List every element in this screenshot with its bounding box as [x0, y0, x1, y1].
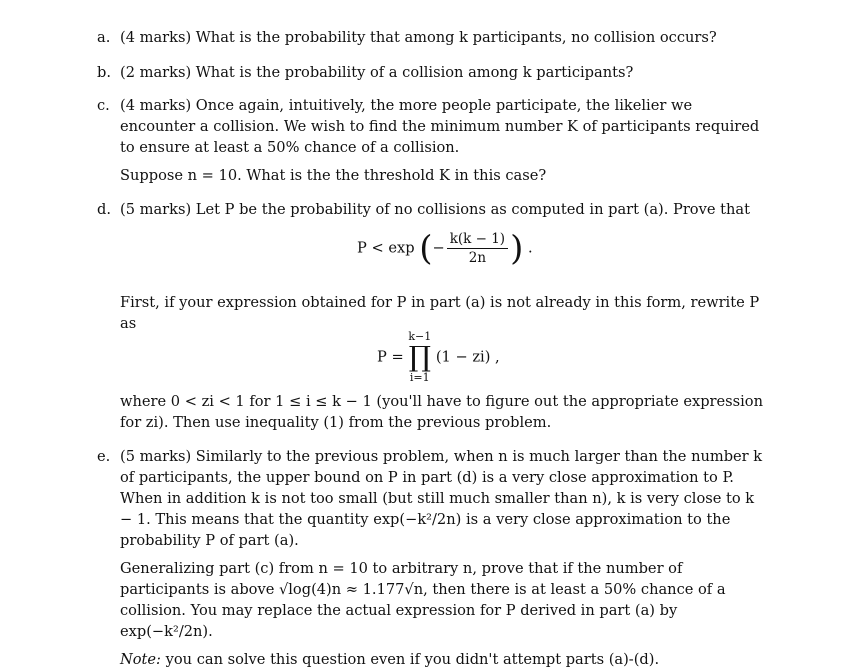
note-label: Note:	[120, 651, 161, 668]
inequality-numerator: k(k − 1)	[447, 230, 508, 249]
label-b: b.	[97, 64, 111, 81]
question-c	[97, 95, 767, 186]
question-d-para-1: (5 marks) Let P be the probability of no collisions as computed in part (a). Prove that	[120, 201, 750, 218]
question-d-para-3: where 0 < zi < 1 for 1 ≤ i ≤ k − 1 (you'll have to figure out the appropriate expression for zi). Then use inequality (1) from the previous problem.	[120, 393, 763, 431]
question-c-para-2: Suppose n = 10. What is the the threshold K in this case?	[120, 167, 547, 184]
question-a	[97, 27, 767, 48]
question-d-para-2: First, if your expression obtained for P in part (a) is not already in this form, rewrite P as	[120, 294, 760, 332]
label-e: e.	[97, 448, 111, 465]
question-e-para-1: (5 marks) Similarly to the previous problem, when n is much larger than the number k of participants, the upper bound on P in part (d) is a very close approximation to P. When in addition k is not too small (but still much smaller than n), k is very close to k − 1. This means that the quantity exp(−k²/2n) is a very close approximation to the probability P of part (a).	[120, 448, 763, 549]
question-c-para-1: (4 marks) Once again, intuitively, the more people participate, the likelier we encounter a collision. We wish to find the minimum number K of participants required to ensure at least a 50% chance of a collision.	[120, 97, 760, 156]
note-text: you can solve this question even if you didn't attempt parts (a)-(d).	[165, 651, 660, 668]
question-e	[97, 446, 767, 670]
label-a: a.	[97, 29, 111, 46]
label-c: c.	[97, 97, 110, 114]
product-body: (1 − zi) ,	[435, 348, 500, 366]
inequality-lhs: P < exp	[357, 239, 415, 257]
question-d	[97, 199, 767, 220]
question-b-text: (2 marks) What is the probability of a collision among k participants?	[120, 64, 634, 81]
question-e-para-2: Generalizing part (c) from n = 10 to arbitrary n, prove that if the number of participants is above √log(4)n ≈ 1.177√n, then there is at least a 50% chance of a collision. You may replace the actual expression for P derived in part (a) by exp(−k²/2n).	[120, 560, 726, 640]
question-d-cont-2	[97, 391, 767, 433]
product-lhs: P =	[377, 348, 404, 366]
product-equation: P = k−1 ∏ i=1 (1 − zi) ,	[377, 330, 500, 384]
question-a-text: (4 marks) What is the probability that among k participants, no collision occurs?	[120, 29, 717, 46]
label-d: d.	[97, 201, 111, 218]
product-upper-limit: k−1	[408, 330, 432, 343]
question-b	[97, 62, 767, 83]
inequality-denominator: 2n	[468, 250, 487, 266]
product-lower-limit: i=1	[409, 371, 430, 384]
question-d-cont	[97, 292, 767, 334]
question-e-note	[120, 649, 767, 670]
inequality-equation: P < exp (− $\frac{k(k - 1)}{2n}$ ) .	[357, 228, 533, 269]
